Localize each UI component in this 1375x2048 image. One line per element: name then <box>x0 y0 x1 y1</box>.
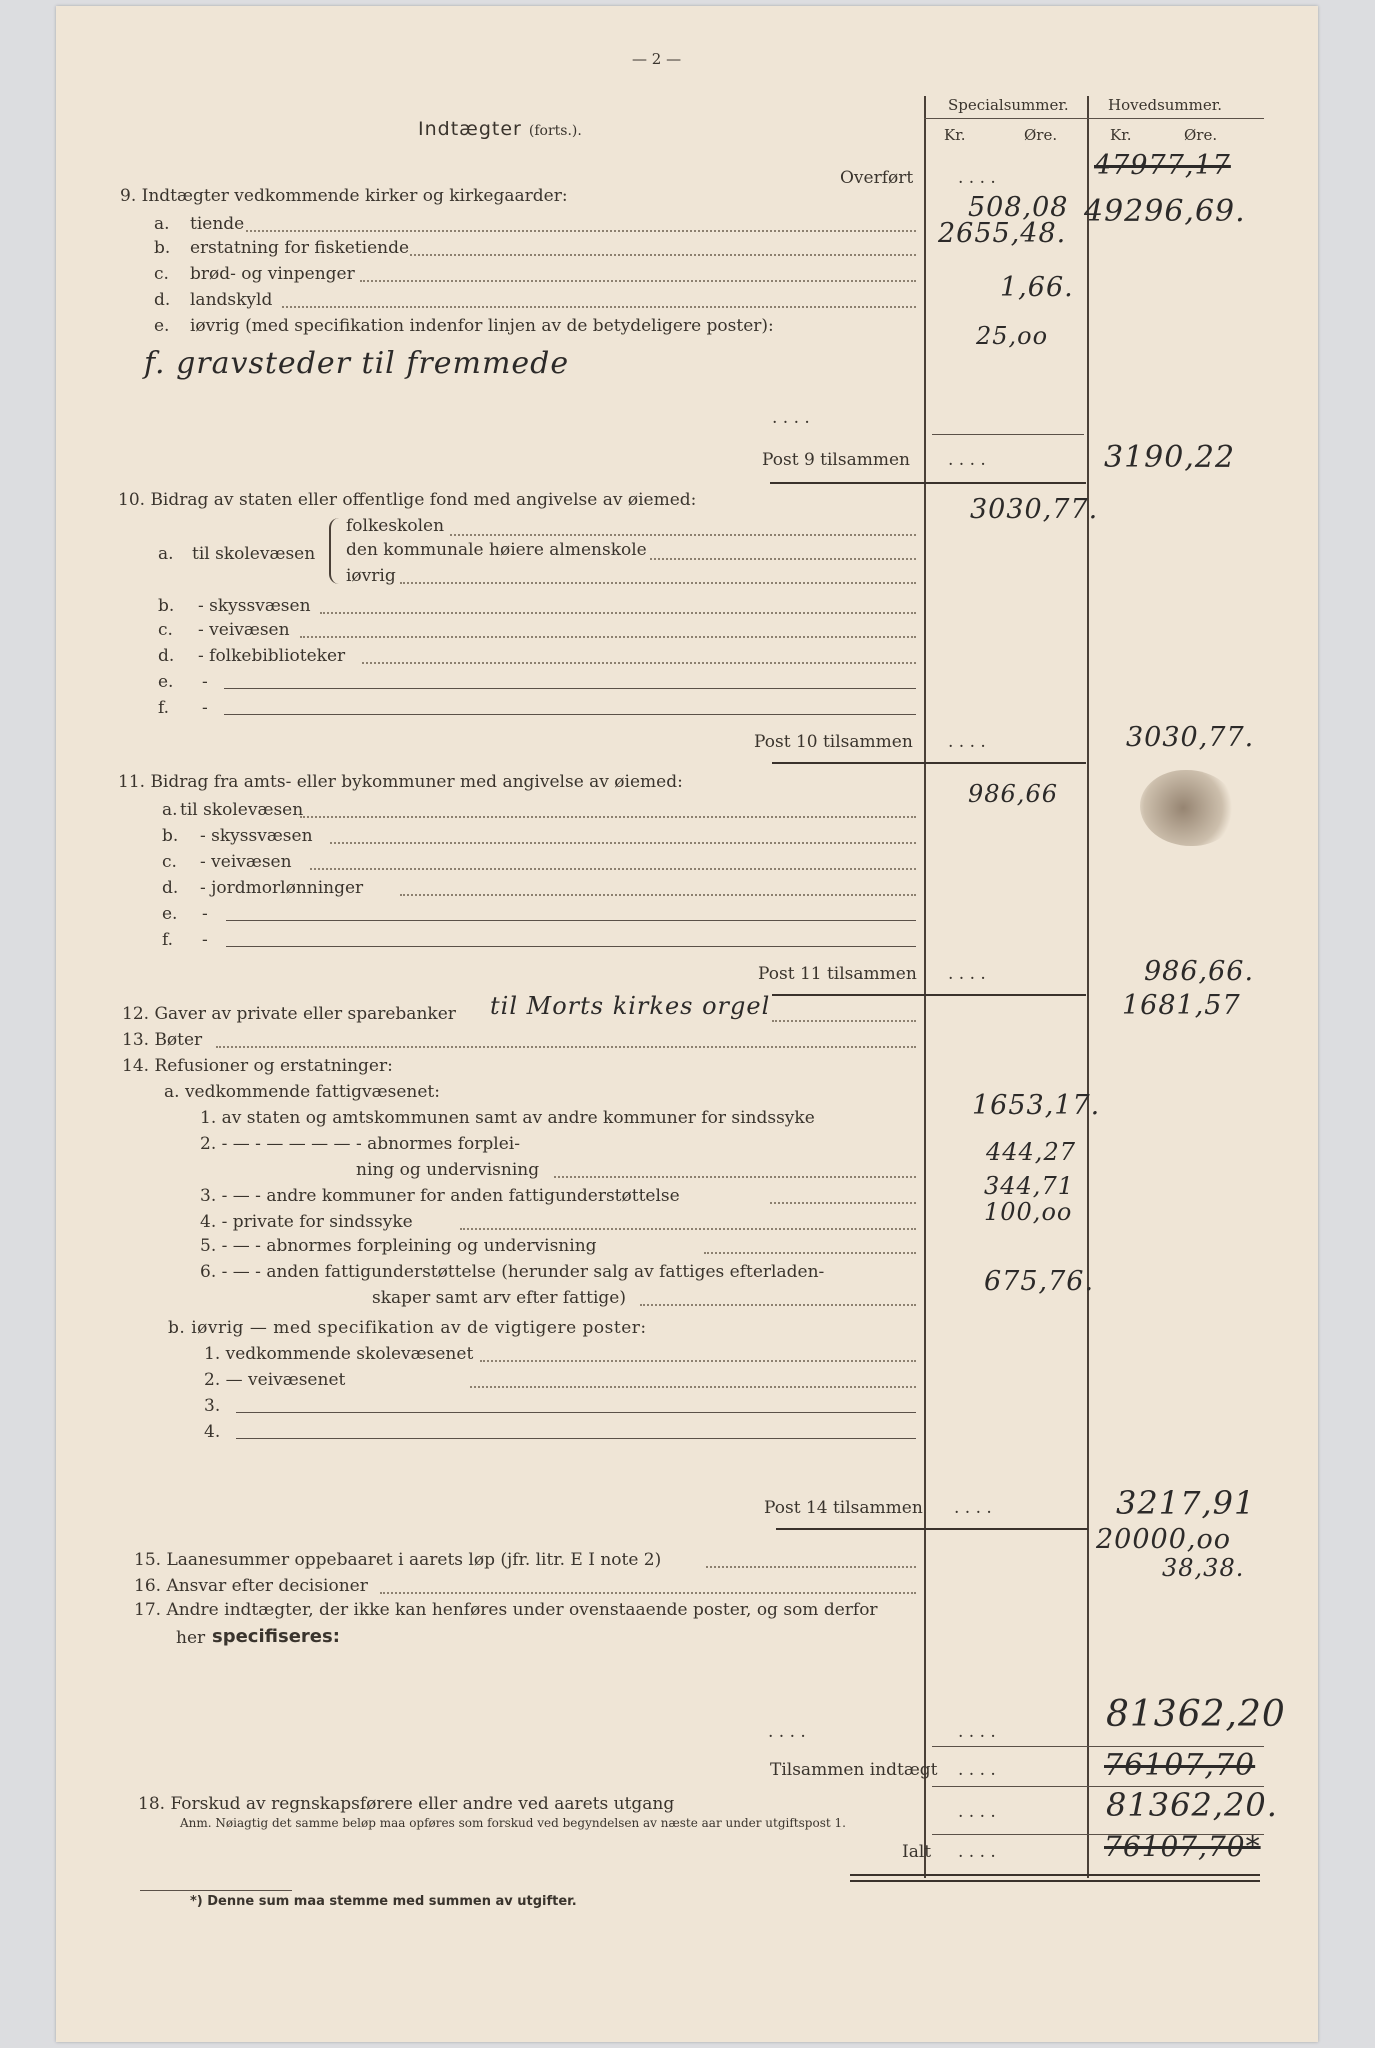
section-14b3-text: 3. <box>204 1396 221 1416</box>
section-10-total-label: Post 10 tilsammen <box>754 732 913 752</box>
page-title-text: Indtægter <box>418 118 522 140</box>
section-10b-leader <box>320 612 916 614</box>
forskud-label: 18. Forskud av regnskapsførere eller andre ved aarets utgang <box>138 1794 675 1814</box>
tilsammen-old-value: 76107,70 <box>1104 1748 1256 1783</box>
section-10a3-leader <box>400 582 916 584</box>
document-page <box>56 6 1318 2042</box>
section-16-leader <box>380 1592 916 1594</box>
section-12-leader <box>772 1020 916 1022</box>
section-10-total-value: 3030,77. <box>1126 722 1255 753</box>
page-number: — 2 — <box>632 50 682 68</box>
section-12-label: 12. Gaver av private eller sparebanker <box>122 1004 456 1024</box>
section-9c-label: c. <box>154 264 169 284</box>
section-14b2-text: 2. — veivæsenet <box>204 1370 346 1390</box>
section-11-total-label: Post 11 tilsammen <box>758 964 917 984</box>
section-13-leader <box>216 1046 916 1048</box>
ink-stain <box>1140 770 1236 846</box>
section-11d-text: - jordmorlønninger <box>200 878 364 898</box>
section-10a2-leader <box>650 558 916 560</box>
skolevaesen-brace <box>329 518 341 584</box>
section-14a4-leader <box>460 1228 916 1230</box>
section-10-title: 10. Bidrag av staten eller offentlige fond med angivelse av øiemed: <box>118 490 697 510</box>
section-10e-line <box>224 688 916 689</box>
section-11-total-value: 986,66. <box>1144 956 1255 987</box>
section-14b1-leader <box>480 1360 916 1362</box>
section-9d-value: 1,66. <box>1000 272 1074 303</box>
section-9-total-value: 3190,22 <box>1104 440 1236 475</box>
special-kr-header: Kr. <box>944 126 966 144</box>
section-14-total-dots: . . . . <box>954 1498 992 1518</box>
ialt-dots: . . . . <box>958 1842 996 1862</box>
section-15-value: 20000,oo <box>1096 1524 1231 1555</box>
section-12-handwritten: til Morts kirkes orgel <box>490 992 771 1020</box>
section-14b1-text: 1. vedkommende skolevæsenet <box>204 1344 474 1364</box>
section-16-label: 16. Ansvar efter decisioner <box>134 1576 368 1596</box>
section-10d-leader <box>362 662 916 664</box>
section-14a3-text: 3. - — - andre kommuner for anden fattigunderstøttelse <box>200 1186 680 1206</box>
section-9e-label: e. <box>154 316 170 336</box>
section-14a2-text-b: ning og undervisning <box>356 1160 540 1180</box>
subtotal-rule <box>932 1746 1264 1747</box>
section-14a4-text: 4. - private for sindssyke <box>200 1212 413 1232</box>
section-9a-value: 508,08 <box>968 192 1069 223</box>
overfort-special-dots: . . . . <box>958 168 996 188</box>
section-11d-label: d. <box>162 878 179 898</box>
section-14b3-line <box>236 1412 916 1413</box>
forskud-value: 81362,20. <box>1106 1786 1278 1824</box>
section-11b-label: b. <box>162 826 179 846</box>
section-10f-line <box>224 714 916 715</box>
section-11e-text: - <box>202 904 208 924</box>
ialt-value: 76107,70* <box>1104 1830 1261 1863</box>
section-14a4-value: 100,oo <box>984 1198 1073 1226</box>
section-14b-title: b. iøvrig — med specifikation av de vigtigere poster: <box>168 1318 647 1338</box>
ialt-label: Ialt <box>902 1842 932 1862</box>
section-10d-text: - folkebiblioteker <box>198 646 346 666</box>
section-10e-text: - <box>202 672 208 692</box>
section-9-dots: . . . . <box>772 408 810 428</box>
section-11d-leader <box>400 894 916 896</box>
section-14a2-leader <box>554 1176 916 1178</box>
section-9e-value: 25,oo <box>976 322 1049 350</box>
section-9e-handwritten: f. gravsteder til fremmede <box>144 346 570 381</box>
section-9c-leader <box>360 280 916 282</box>
section-10f-text: - <box>202 698 208 718</box>
section-17-label: 17. Andre indtægter, der ikke kan henføres under ovenstaaende poster, og som derfor <box>134 1600 878 1620</box>
special-column-header: Specialsummer. <box>948 96 1069 114</box>
page-title-suffix: (forts.). <box>528 123 582 139</box>
section-14-total-value: 3217,91 <box>1116 1484 1256 1522</box>
section-9d-leader <box>282 306 916 308</box>
section-14-total-label: Post 14 tilsammen <box>764 1498 923 1518</box>
section-14-total-rule <box>776 1528 1088 1530</box>
section-10c-label: c. <box>158 620 173 640</box>
section-14a2-text: 2. - — - — — — — - abnormes forplei- <box>200 1134 520 1154</box>
overfort-new-value: 49296,69. <box>1084 194 1246 229</box>
section-14a6-text-b: skaper samt arv efter fattige) <box>372 1288 626 1308</box>
forskud-dots: . . . . <box>958 1802 996 1822</box>
section-16-value: 38,38. <box>1162 1554 1245 1582</box>
section-10a3-text: iøvrig <box>346 566 396 586</box>
section-11c-text: - veivæsen <box>200 852 292 872</box>
special-column-right-line <box>1087 96 1089 1878</box>
section-11a-label: a. <box>162 800 178 820</box>
section-9c-text: brød- og vinpenger <box>190 264 355 284</box>
section-11b-text: - skyssvæsen <box>200 826 313 846</box>
tilsammen-label: Tilsammen indtægt <box>770 1760 938 1780</box>
section-17-label-her: her <box>176 1628 206 1648</box>
section-11f-line <box>226 946 916 947</box>
section-11c-leader <box>310 868 916 870</box>
section-10e-label: e. <box>158 672 174 692</box>
section-10c-leader <box>300 636 916 638</box>
ialt-rule-2 <box>850 1880 1260 1882</box>
subtotal-dots: . . . . <box>768 1722 806 1742</box>
section-9-total-rule <box>770 482 1086 484</box>
section-11a-value: 986,66 <box>968 780 1058 808</box>
section-9a-leader <box>246 230 916 232</box>
section-14a6-text: 6. - — - anden fattigunderstøttelse (herunder salg av fattiges efterladen- <box>200 1262 825 1282</box>
section-10b-label: b. <box>158 596 175 616</box>
section-9b-label: b. <box>154 238 171 258</box>
section-15-leader <box>706 1566 916 1568</box>
footnote-rule <box>140 1890 292 1891</box>
section-10-total-dots: . . . . <box>948 732 986 752</box>
section-15-label: 15. Laanesummer oppebaaret i aarets løp (jfr. litr. E I note 2) <box>134 1550 662 1570</box>
section-11-total-rule <box>772 994 1086 996</box>
section-11a-text: til skolevæsen <box>180 800 304 820</box>
section-9b-leader <box>410 254 916 256</box>
section-11c-label: c. <box>162 852 177 872</box>
header-rule <box>924 118 1264 119</box>
section-9d-text: landskyld <box>190 290 273 310</box>
section-14b4-text: 4. <box>204 1422 221 1442</box>
section-11-total-dots: . . . . <box>948 964 986 984</box>
hoved-kr-header: Kr. <box>1110 126 1132 144</box>
page-title <box>418 118 582 140</box>
subtotal-special-dots: . . . . <box>958 1722 996 1742</box>
section-14a2-value: 444,27 <box>986 1138 1076 1166</box>
section-11f-text: - <box>202 930 208 950</box>
section-10a-text: til skolevæsen <box>192 544 316 564</box>
section-11a-leader <box>300 816 916 818</box>
hoved-column-header: Hovedsummer. <box>1108 96 1223 114</box>
section-11-title: 11. Bidrag fra amts- eller bykommuner med angivelse av øiemed: <box>118 772 683 792</box>
section-10d-label: d. <box>158 646 175 666</box>
footnote-text: *) Denne sum maa stemme med summen av utgifter. <box>190 1894 577 1909</box>
section-14-title: 14. Refusioner og erstatninger: <box>122 1056 393 1076</box>
section-10-total-rule <box>772 762 1086 764</box>
overfort-old-value: 47977,17 <box>1094 150 1231 181</box>
section-9b-text: erstatning for fisketiende <box>190 238 410 258</box>
overfort-label: Overført <box>840 168 914 188</box>
section-17-specifiseres: specifiseres: <box>212 1626 340 1647</box>
special-column-left-line <box>924 96 926 1878</box>
section-11f-label: f. <box>162 930 174 950</box>
section-9e-text: iøvrig (med specifikation indenfor linjen av de betydeligere poster): <box>190 316 774 336</box>
section-10a1-text: folkeskolen <box>346 516 445 536</box>
section-14a-title: a. vedkommende fattigvæsenet: <box>164 1082 440 1102</box>
forskud-annotation: Anm. Nøiagtig det samme beløp maa opføres som forskud ved begyndelsen av næste aar under utgiftspost 1. <box>180 1816 846 1830</box>
tilsammen-dots: . . . . <box>958 1760 996 1780</box>
section-14a1-value: 1653,17. <box>972 1090 1101 1121</box>
section-14b2-leader <box>470 1386 916 1388</box>
section-9-rule <box>932 434 1084 435</box>
section-14a5-text: 5. - — - abnormes forpleining og undervisning <box>200 1236 597 1256</box>
section-9-total-dots: . . . . <box>948 450 986 470</box>
section-11e-line <box>226 920 916 921</box>
section-10c-text: - veivæsen <box>198 620 290 640</box>
section-12-value: 1681,57 <box>1122 990 1241 1021</box>
section-9a-text: tiende <box>190 214 245 234</box>
section-9a-label: a. <box>154 214 170 234</box>
section-10a-value: 3030,77. <box>970 494 1099 525</box>
section-14b4-line <box>236 1438 916 1439</box>
hoved-ore-header: Øre. <box>1184 126 1218 144</box>
ialt-rule-1 <box>850 1874 1260 1876</box>
special-ore-header: Øre. <box>1024 126 1058 144</box>
section-10a2-text: den kommunale høiere almenskole <box>346 540 647 560</box>
section-14a5-leader <box>704 1252 916 1254</box>
section-11e-label: e. <box>162 904 178 924</box>
section-9d-label: d. <box>154 290 171 310</box>
section-14a1-text: 1. av staten og amtskommunen samt av andre kommuner for sindssyke <box>200 1108 815 1128</box>
section-11b-leader <box>330 842 916 844</box>
section-9-title: 9. Indtægter vedkommende kirker og kirkegaarder: <box>120 186 568 206</box>
section-14a3-value: 344,71 <box>984 1172 1074 1200</box>
section-9b-value: 2655,48. <box>938 218 1067 249</box>
section-10b-text: - skyssvæsen <box>198 596 311 616</box>
section-10a-label: a. <box>158 544 174 564</box>
section-14a6-value: 675,76. <box>984 1266 1095 1297</box>
section-9-total-label: Post 9 tilsammen <box>762 450 910 470</box>
section-14a6-leader <box>640 1304 916 1306</box>
section-10f-label: f. <box>158 698 170 718</box>
section-10a1-leader <box>450 534 916 536</box>
subtotal-new-value: 81362,20 <box>1106 1694 1286 1735</box>
section-14a3-leader <box>770 1202 916 1204</box>
section-13-label: 13. Bøter <box>122 1030 203 1050</box>
